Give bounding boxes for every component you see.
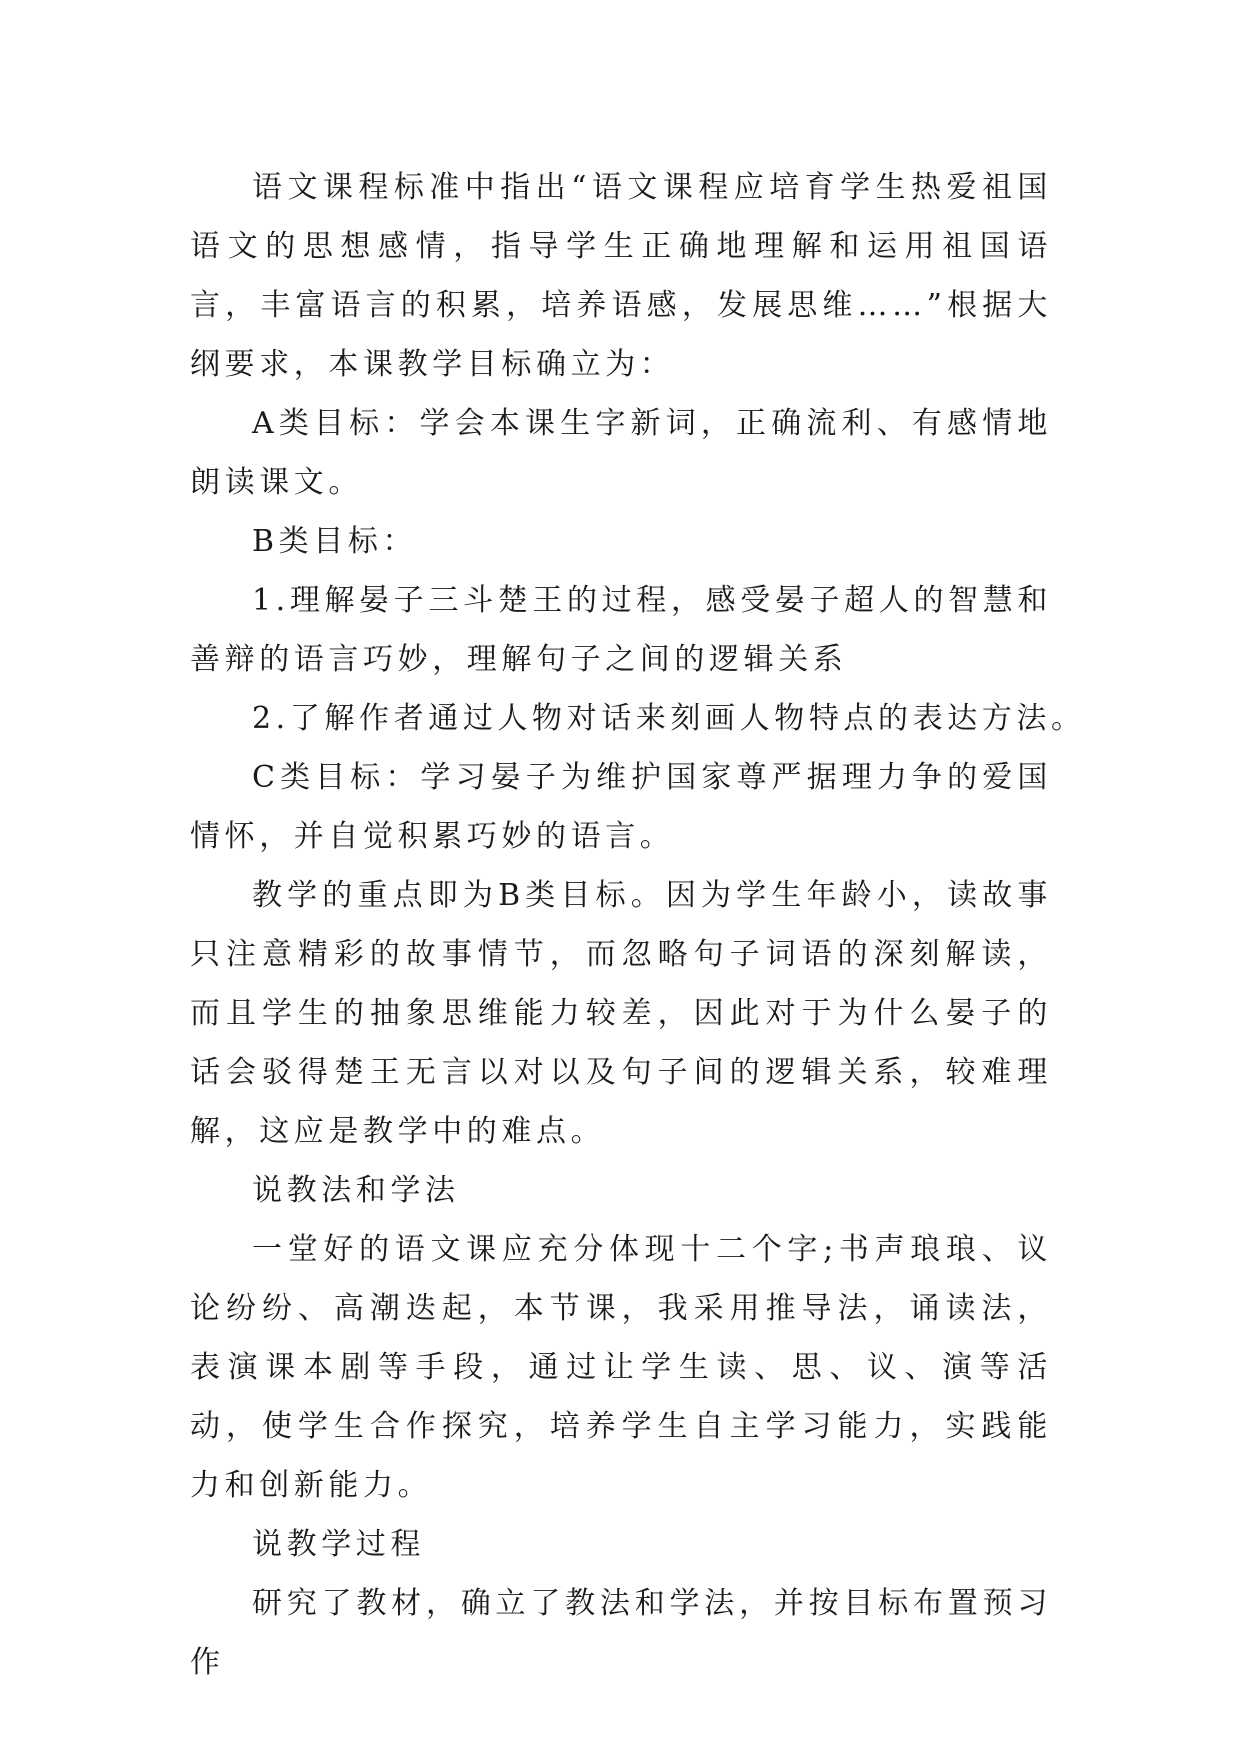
paragraph-goal-a: A类目标：学会本课生字新词，正确流利、有感情地朗读课文。 xyxy=(190,406,1052,500)
paragraph-goal-c: C类目标：学习晏子为维护国家尊严据理力争的爱国情怀，并自觉积累巧妙的语言。 xyxy=(190,760,1052,854)
paragraph-goal-b-heading: B类目标： xyxy=(252,524,418,559)
paragraph-process: 研究了教材，确立了教法和学法，并按目标布置预习作 xyxy=(190,1586,1052,1680)
document-page xyxy=(190,158,1086,1692)
paragraph-goal-b-2: 2.了解作者通过人物对话来刻画人物特点的表达方法。 xyxy=(252,701,1086,736)
section-heading-methods: 说教法和学法 xyxy=(252,1173,460,1208)
paragraph-curriculum-standard: 语文课程标准中指出“语文课程应培育学生热爱祖国语文的思想感情，指导学生正确地理解和运用祖国语言，丰富语言的积累，培养语感，发展思维……”根据大纲要求，本课教学目标确立为： xyxy=(190,170,1052,382)
paragraph-goal-b-1: 1.理解晏子三斗楚王的过程，感受晏子超人的智慧和善辩的语言巧妙，理解句子之间的逻辑关系 xyxy=(190,583,1052,677)
paragraph-methods: 一堂好的语文课应充分体现十二个字;书声琅琅、议论纷纷、高潮迭起，本节课，我采用推导法，诵读法，表演课本剧等手段，通过让学生读、思、议、演等活动，使学生合作探究，培养学生自主学习能力，实践能力和创新能力。 xyxy=(190,1232,1052,1503)
section-heading-process: 说教学过程 xyxy=(252,1527,425,1562)
paragraph-key-points: 教学的重点即为B类目标。因为学生年龄小，读故事只注意精彩的故事情节，而忽略句子词语的深刻解读，而且学生的抽象思维能力较差，因此对于为什么晏子的话会驳得楚王无言以对以及句子间的逻辑关系，较难理解，这应是教学中的难点。 xyxy=(190,878,1052,1149)
